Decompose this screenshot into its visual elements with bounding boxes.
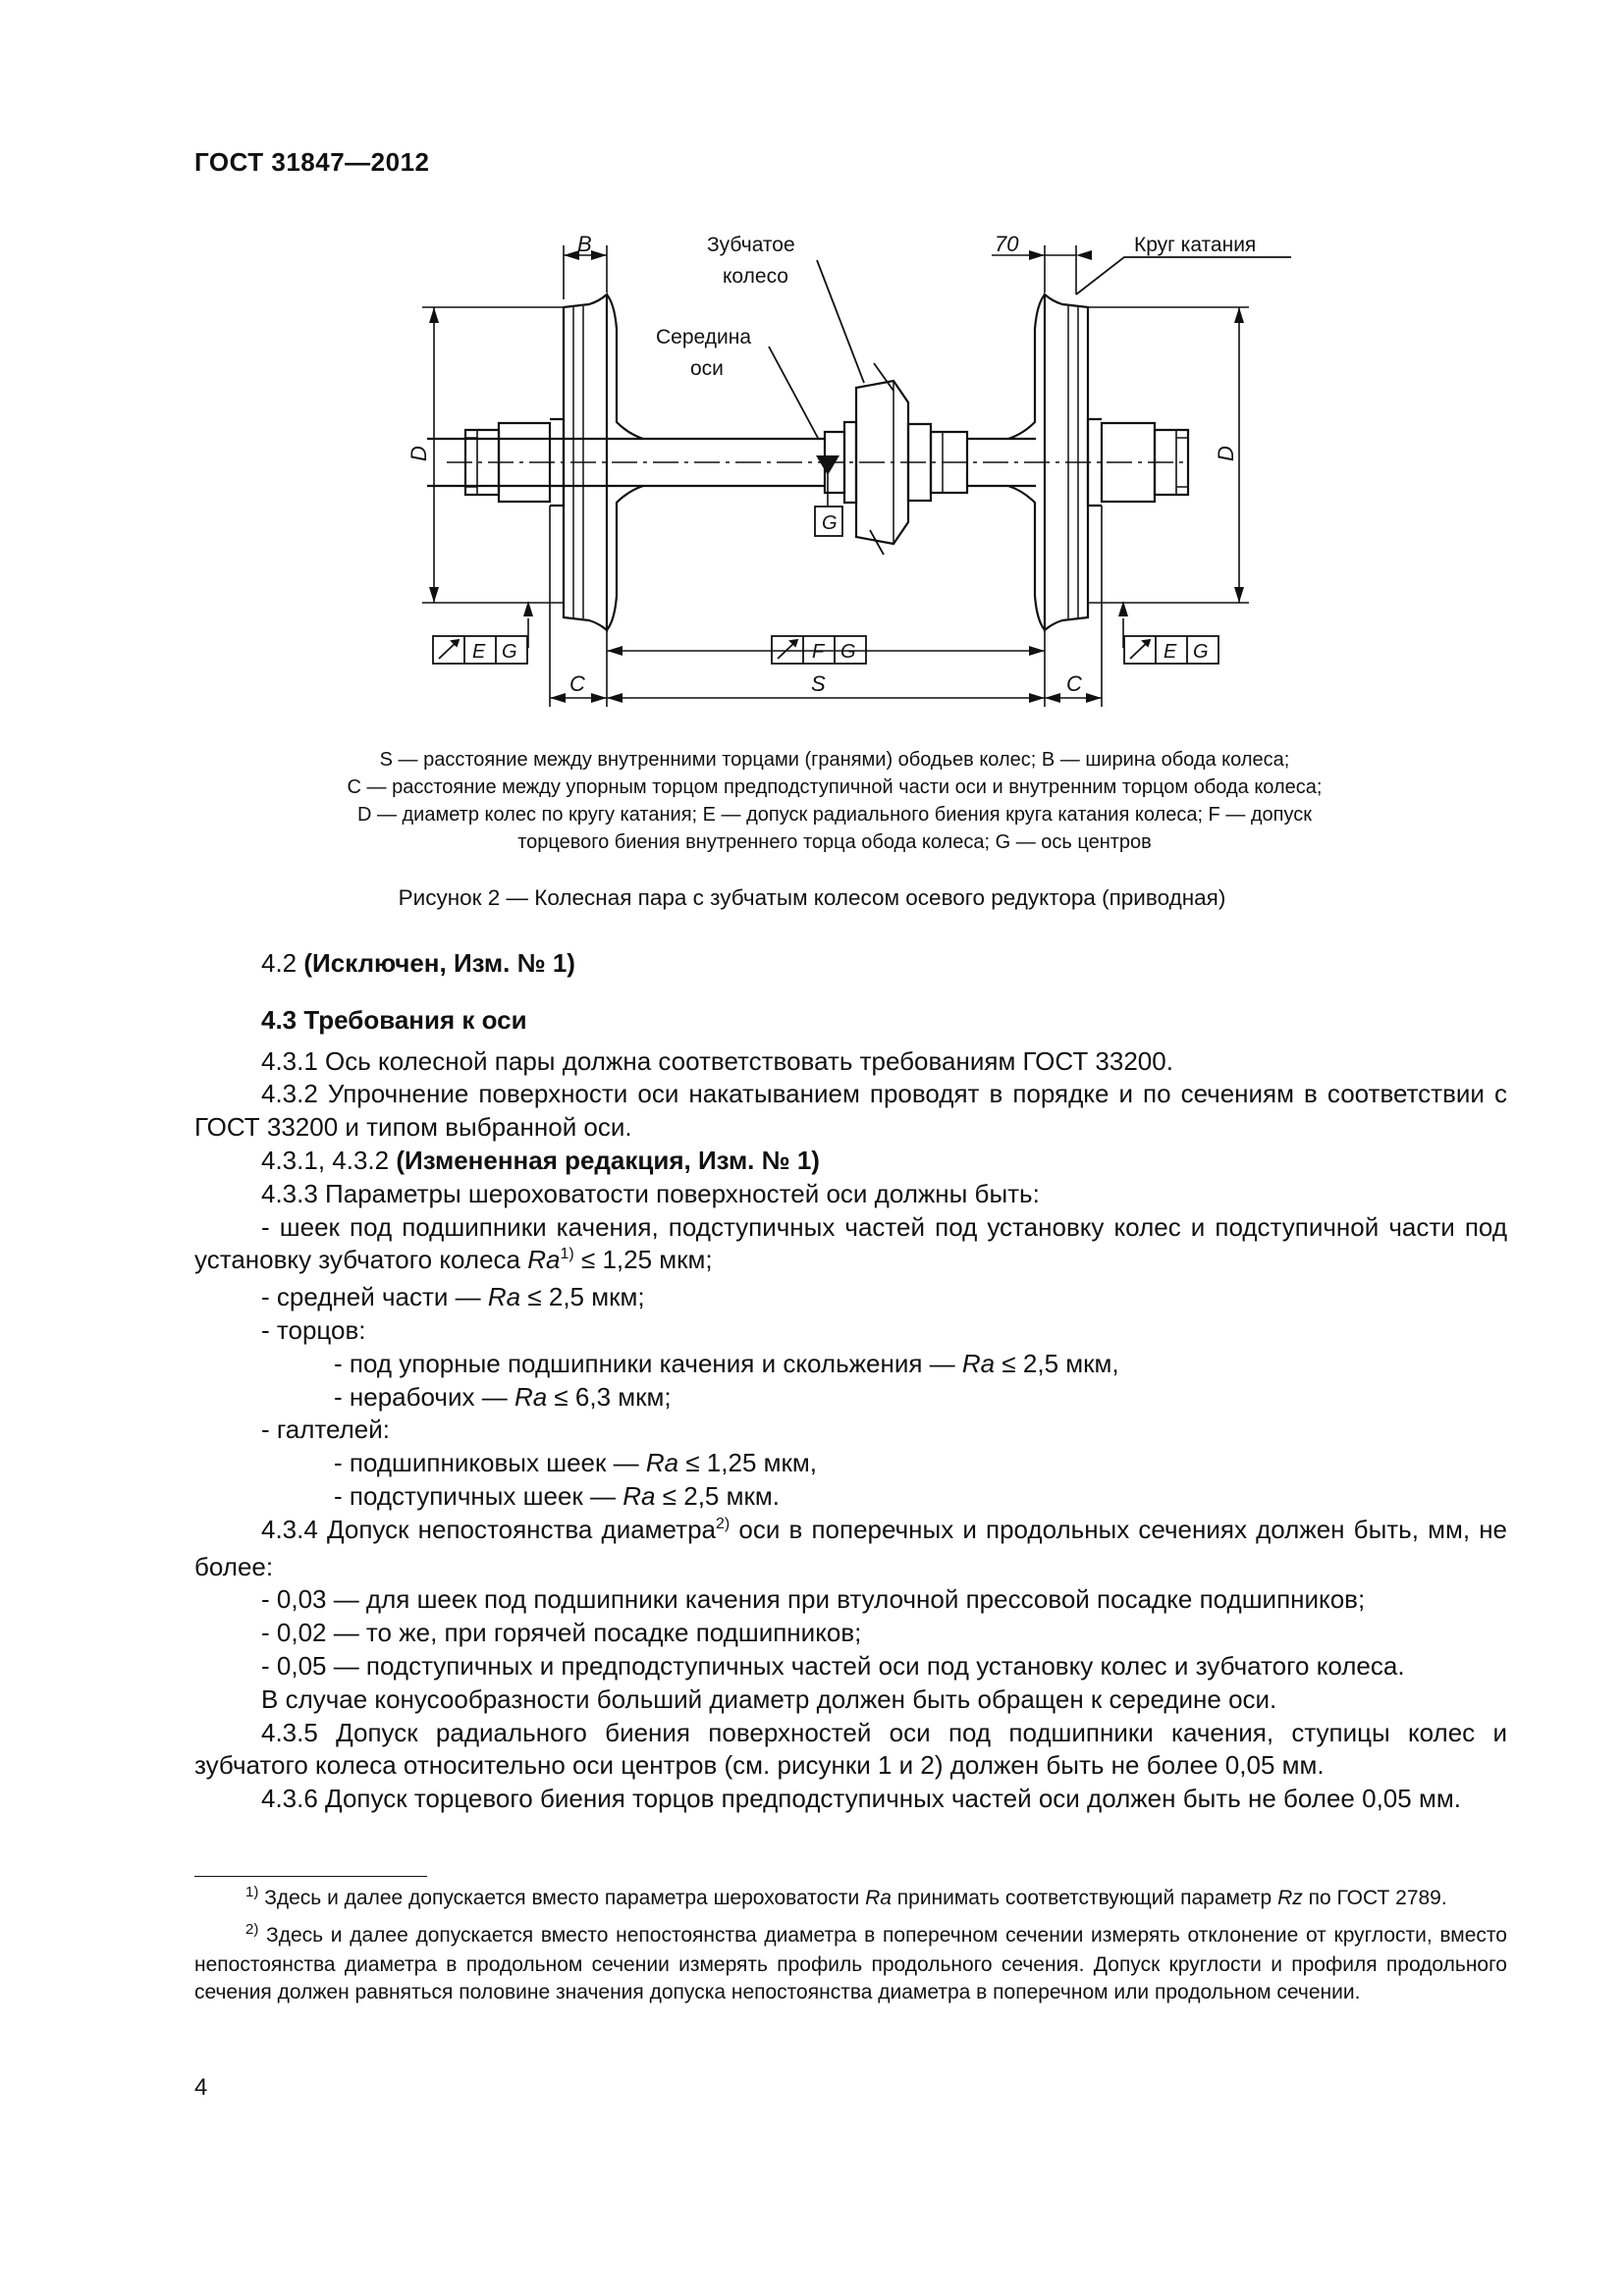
- tolerance-frames: [433, 636, 1218, 664]
- list-item: - под упорные подшипники качения и скольжения — Ra ≤ 2,5 мкм,: [334, 1348, 1119, 1378]
- legend-line: C — расстояние между упорным торцом предподступичной части оси и внутренним торцом обода колеса;: [347, 776, 1323, 798]
- list-item: - нерабочих — Ra ≤ 6,3 мкм;: [334, 1381, 672, 1412]
- label-s: S: [811, 671, 826, 696]
- paragraph-4-3-4: 4.3.4 Допуск непостоянства диаметра$^{2)}$ оси в поперечных и продольных сечениях должен быть, мм, не более:: [194, 1514, 1508, 1581]
- frame-mid-f: F: [812, 641, 825, 663]
- paragraph-4-3-5: 4.3.5 Допуск радиального биения поверхностей оси под подшипники качения, ступицы колес и зубчатого колеса относительно оси центров (см. рисунки 1 и 2) должен быть не более 0,05 мм.: [194, 1717, 1507, 1781]
- label-70: 70: [995, 232, 1019, 256]
- wheelset-figure: [0, 196, 1624, 746]
- paragraph-4-3-3: 4.3.3 Параметры шероховатости поверхностей оси должны быть:: [261, 1178, 1040, 1208]
- legend-line: S — расстояние между внутренними торцами (гранями) ободьев колес; B — ширина обода колеса;: [379, 749, 1290, 771]
- label-g-datum: G: [822, 512, 838, 534]
- frame-left-g: G: [502, 641, 517, 663]
- label-gear-2: колесо: [723, 265, 788, 288]
- label-rolling-circle: Круг катания: [1134, 234, 1257, 256]
- wheelset-drawing: [0, 196, 1624, 746]
- paragraph-4-3-1: 4.3.1 Ось колесной пары должна соответствовать требованиям ГОСТ 33200.: [261, 1045, 1173, 1076]
- frame-right-e: E: [1164, 641, 1177, 663]
- footnote-1: $^{1)}$ Здесь и далее допускается вместо параметра шероховатости Ra принимать соответствующий параметр Rz по ГОСТ 2789.: [245, 1884, 1447, 1909]
- legend-line: D — диаметр колес по кругу катания; E — допуск радиального биения круга катания колеса; F — допуск: [356, 804, 1313, 826]
- label-d-right: D: [1214, 446, 1238, 461]
- label-b: B: [577, 232, 592, 256]
- list-item: - подшипниковых шеек — Ra ≤ 1,25 мкм,: [334, 1448, 817, 1478]
- list-item: - 0,03 — для шеек под подшипники качения при втулочной прессовой посадке подшипников;: [261, 1584, 1366, 1615]
- figure-caption: Рисунок 2 — Колесная пара с зубчатым колесом осевого редуктора (приводная): [398, 885, 1226, 910]
- label-mid-1: Середина: [656, 326, 752, 348]
- list-item: - торцов:: [261, 1314, 366, 1345]
- frame-mid-g: G: [840, 641, 856, 663]
- frame-left-e: E: [472, 641, 486, 663]
- footnote-ref-1: 1): [560, 1246, 574, 1263]
- document-header: ГОСТ 31847—2012: [194, 147, 430, 177]
- list-item: - шеек под подшипники качения, подступичных частей под установку колес и подступичной части под установку зубчатого колеса Ra$^{1)}$ ≤ 1,25 мкм;: [194, 1211, 1507, 1275]
- footnote-separator: [194, 1876, 427, 1877]
- label-c-right: C: [1066, 671, 1082, 696]
- footnotes: [194, 1885, 1507, 2014]
- section-heading-4-3: 4.3 Требования к оси: [261, 1004, 527, 1035]
- list-item: - 0,05 — подступичных и предподступичных частей оси под установку колес и зубчатого колеса.: [261, 1650, 1405, 1681]
- list-item: - 0,02 — то же, при горячей посадке подшипников;: [261, 1618, 862, 1648]
- footnote-2: $^{2)}$ Здесь и далее допускается вместо непостоянства диаметра в поперечном сечении измерять отклонение от круглости, вместо непостоянства диаметра в продольном сечении измерять профиль продольного сечения. Допуск круглости и профиля продольного сечения должен равняться половине значения допуска непостоянства диаметра в поперечном или продольном сечении.: [194, 1921, 1507, 2003]
- amendment-note: 4.3.1, 4.3.2 (Измененная редакция, Изм. № 1): [261, 1145, 820, 1175]
- label-gear-1: Зубчатое: [707, 234, 795, 256]
- list-item: - галтелей:: [261, 1415, 391, 1445]
- paragraph-4-3-6: 4.3.6 Допуск торцевого биения торцов предподступичных частей оси должен быть не более 0,05 мм.: [261, 1784, 1461, 1814]
- label-mid-2: оси: [690, 357, 724, 380]
- figure-legend: [295, 746, 1375, 856]
- paragraph-cone: В случае конусообразности больший диаметр должен быть обращен к середине оси.: [261, 1683, 1277, 1714]
- dimension-arrows: [429, 250, 1244, 703]
- frame-right-g: G: [1193, 641, 1209, 663]
- page-number: 4: [194, 2074, 208, 2101]
- list-item: - средней части — Ra ≤ 2,5 мкм;: [261, 1282, 645, 1312]
- wheelset-geometry: [422, 245, 1291, 707]
- list-item: - подступичных шеек — Ra ≤ 2,5 мкм.: [334, 1480, 780, 1511]
- paragraph-4-3-2: 4.3.2 Упрочнение поверхности оси накатыванием проводят в порядке и по сечениям в соответствии с ГОСТ 33200 и типом выбранной оси.: [194, 1079, 1507, 1143]
- legend-line: торцевого биения внутреннего торца обода колеса; G — ось центров: [517, 831, 1152, 853]
- footnote-ref-2: 2): [716, 1515, 731, 1532]
- label-d-left: D: [406, 446, 431, 461]
- paragraph-4-2: 4.2 (Исключен, Изм. № 1): [261, 948, 575, 978]
- label-c-left: C: [569, 671, 585, 696]
- document-body: [194, 947, 1507, 1816]
